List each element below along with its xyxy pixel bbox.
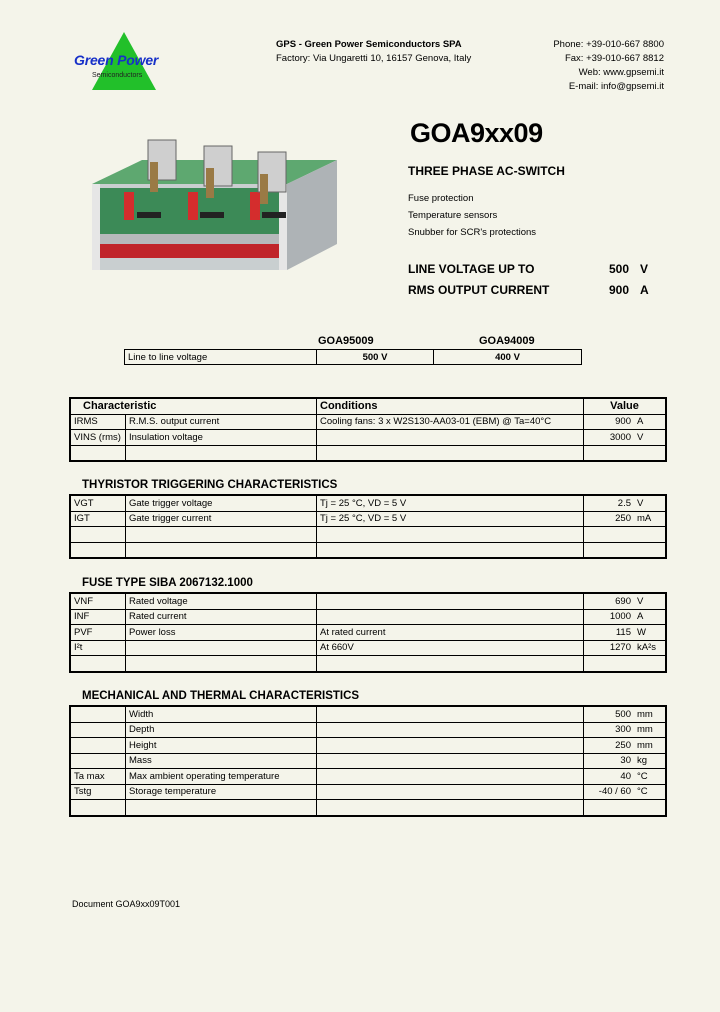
description: Power loss <box>126 625 317 641</box>
section-title: MECHANICAL AND THERMAL CHARACTERISTICS <box>82 690 360 702</box>
symbol: VNF <box>70 593 126 609</box>
rating-unit: A <box>640 283 649 297</box>
condition <box>317 738 584 754</box>
value: 3000 <box>584 430 635 446</box>
condition <box>317 753 584 769</box>
table-row <box>70 640 666 656</box>
condition: Tj = 25 °C, VD = 5 V <box>317 495 584 511</box>
feature-item: Fuse protection <box>408 193 474 204</box>
value: 690 <box>584 593 635 609</box>
unit: mA <box>634 511 666 527</box>
fax: Fax: +39-010-667 8812 <box>564 53 664 64</box>
description: R.M.S. output current <box>126 414 317 430</box>
symbol: PVF <box>70 625 126 641</box>
table-row <box>70 753 666 769</box>
logo-sub: Semiconductors <box>92 72 143 79</box>
condition: Tj = 25 °C, VD = 5 V <box>317 511 584 527</box>
col-header: Value <box>584 398 667 414</box>
description: Height <box>126 738 317 754</box>
table-row <box>70 430 666 446</box>
condition: Cooling fans: 3 x W2S130-AA03-01 (EBM) @ Ta=40°C <box>317 414 584 430</box>
model-name: GOA94009 <box>479 335 535 347</box>
company-logo <box>64 32 188 94</box>
description: Depth <box>126 722 317 738</box>
product-image <box>92 132 342 272</box>
table-row <box>70 527 666 543</box>
symbol: INF <box>70 609 126 625</box>
value: 115 <box>584 625 635 641</box>
description: Storage temperature <box>126 784 317 800</box>
symbol: IGT <box>70 511 126 527</box>
table-row <box>70 706 666 722</box>
condition <box>317 430 584 446</box>
symbol: IRMS <box>70 414 126 430</box>
unit: °C <box>634 784 666 800</box>
symbol <box>70 753 126 769</box>
feature-item: Temperature sensors <box>408 210 498 221</box>
condition: At rated current <box>317 625 584 641</box>
unit: °C <box>634 769 666 785</box>
characteristics-table <box>69 397 667 462</box>
condition <box>317 722 584 738</box>
table-row <box>70 800 666 816</box>
rating-value: 900 <box>609 283 630 297</box>
table-header-row <box>70 398 666 414</box>
variant-row-label: Line to line voltage <box>125 350 317 365</box>
condition <box>317 784 584 800</box>
mechanical-table <box>69 705 667 817</box>
unit: mm <box>634 706 666 722</box>
description: Mass <box>126 753 317 769</box>
product-illustration-icon <box>92 132 342 272</box>
phone: Phone: +39-010-667 8800 <box>553 39 664 50</box>
value: 40 <box>584 769 635 785</box>
value: 250 <box>584 511 635 527</box>
unit: A <box>634 414 666 430</box>
header-company-block <box>276 38 471 66</box>
product-subtitle: THREE PHASE AC-SWITCH <box>408 164 565 178</box>
feature-list <box>408 190 536 241</box>
condition <box>317 593 584 609</box>
value: 250 <box>584 738 635 754</box>
condition <box>317 769 584 785</box>
logo-brand: Green Power <box>74 52 159 68</box>
table-row <box>70 511 666 527</box>
description <box>126 640 317 656</box>
description: Insulation voltage <box>126 430 317 446</box>
section-title: THYRISTOR TRIGGERING CHARACTERISTICS <box>82 479 338 491</box>
web-link[interactable]: Web: www.gpsemi.it <box>578 67 664 78</box>
symbol <box>70 738 126 754</box>
table-row <box>70 656 666 672</box>
model-name: GOA95009 <box>318 335 374 347</box>
symbol: VGT <box>70 495 126 511</box>
unit: V <box>634 430 666 446</box>
symbol: Tstg <box>70 784 126 800</box>
unit: mm <box>634 722 666 738</box>
symbol: I²t <box>70 640 126 656</box>
unit: mm <box>634 738 666 754</box>
value: 1000 <box>584 609 635 625</box>
unit: V <box>634 495 666 511</box>
table-row <box>70 625 666 641</box>
table-row <box>70 769 666 785</box>
unit: A <box>634 609 666 625</box>
variant-value: 400 V <box>434 350 582 365</box>
table-row <box>125 350 582 365</box>
col-header: Conditions <box>317 398 584 414</box>
unit: W <box>634 625 666 641</box>
value: 30 <box>584 753 635 769</box>
value: 900 <box>584 414 635 430</box>
variants-table <box>124 349 582 365</box>
table-row <box>70 542 666 558</box>
unit: kg <box>634 753 666 769</box>
symbol: VINS (rms) <box>70 430 126 446</box>
header-contact-block <box>553 38 664 94</box>
table-row <box>70 414 666 430</box>
condition <box>317 706 584 722</box>
description: Width <box>126 706 317 722</box>
condition: At 660V <box>317 640 584 656</box>
variant-value: 500 V <box>317 350 434 365</box>
value: 300 <box>584 722 635 738</box>
document-id: Document GOA9xx09T001 <box>72 899 181 909</box>
symbol <box>70 706 126 722</box>
table-row <box>70 738 666 754</box>
fuse-table <box>69 592 667 673</box>
symbol: Ta max <box>70 769 126 785</box>
value: 500 <box>584 706 635 722</box>
rating-label: RMS OUTPUT CURRENT <box>408 283 550 297</box>
thyristor-table <box>69 494 667 559</box>
description: Rated current <box>126 609 317 625</box>
table-row <box>70 593 666 609</box>
rating-value: 500 <box>609 262 630 276</box>
factory-address: Factory: Via Ungaretti 10, 16157 Genova, Italy <box>276 53 472 64</box>
company-name: GPS - Green Power Semiconductors SPA <box>276 39 462 50</box>
description: Rated voltage <box>126 593 317 609</box>
rating-label: LINE VOLTAGE UP TO <box>408 262 535 276</box>
value: 2.5 <box>584 495 635 511</box>
description: Max ambient operating temperature <box>126 769 317 785</box>
email-link[interactable]: E-mail: info@gpsemi.it <box>568 81 664 92</box>
table-row <box>70 784 666 800</box>
table-row <box>70 445 666 461</box>
rating-unit: V <box>640 262 649 276</box>
section-title: FUSE TYPE SIBA 2067132.1000 <box>82 577 253 589</box>
col-header: Characteristic <box>70 398 317 414</box>
description: Gate trigger voltage <box>126 495 317 511</box>
value: 1270 <box>584 640 635 656</box>
value: -40 / 60 <box>584 784 635 800</box>
unit: V <box>634 593 666 609</box>
product-title: GOA9xx09 <box>410 118 543 148</box>
table-row <box>70 722 666 738</box>
description: Gate trigger current <box>126 511 317 527</box>
table-row <box>70 495 666 511</box>
feature-item: Snubber for SCR's protections <box>408 227 537 238</box>
unit: kA²s <box>634 640 666 656</box>
symbol <box>70 722 126 738</box>
table-row <box>70 609 666 625</box>
condition <box>317 609 584 625</box>
